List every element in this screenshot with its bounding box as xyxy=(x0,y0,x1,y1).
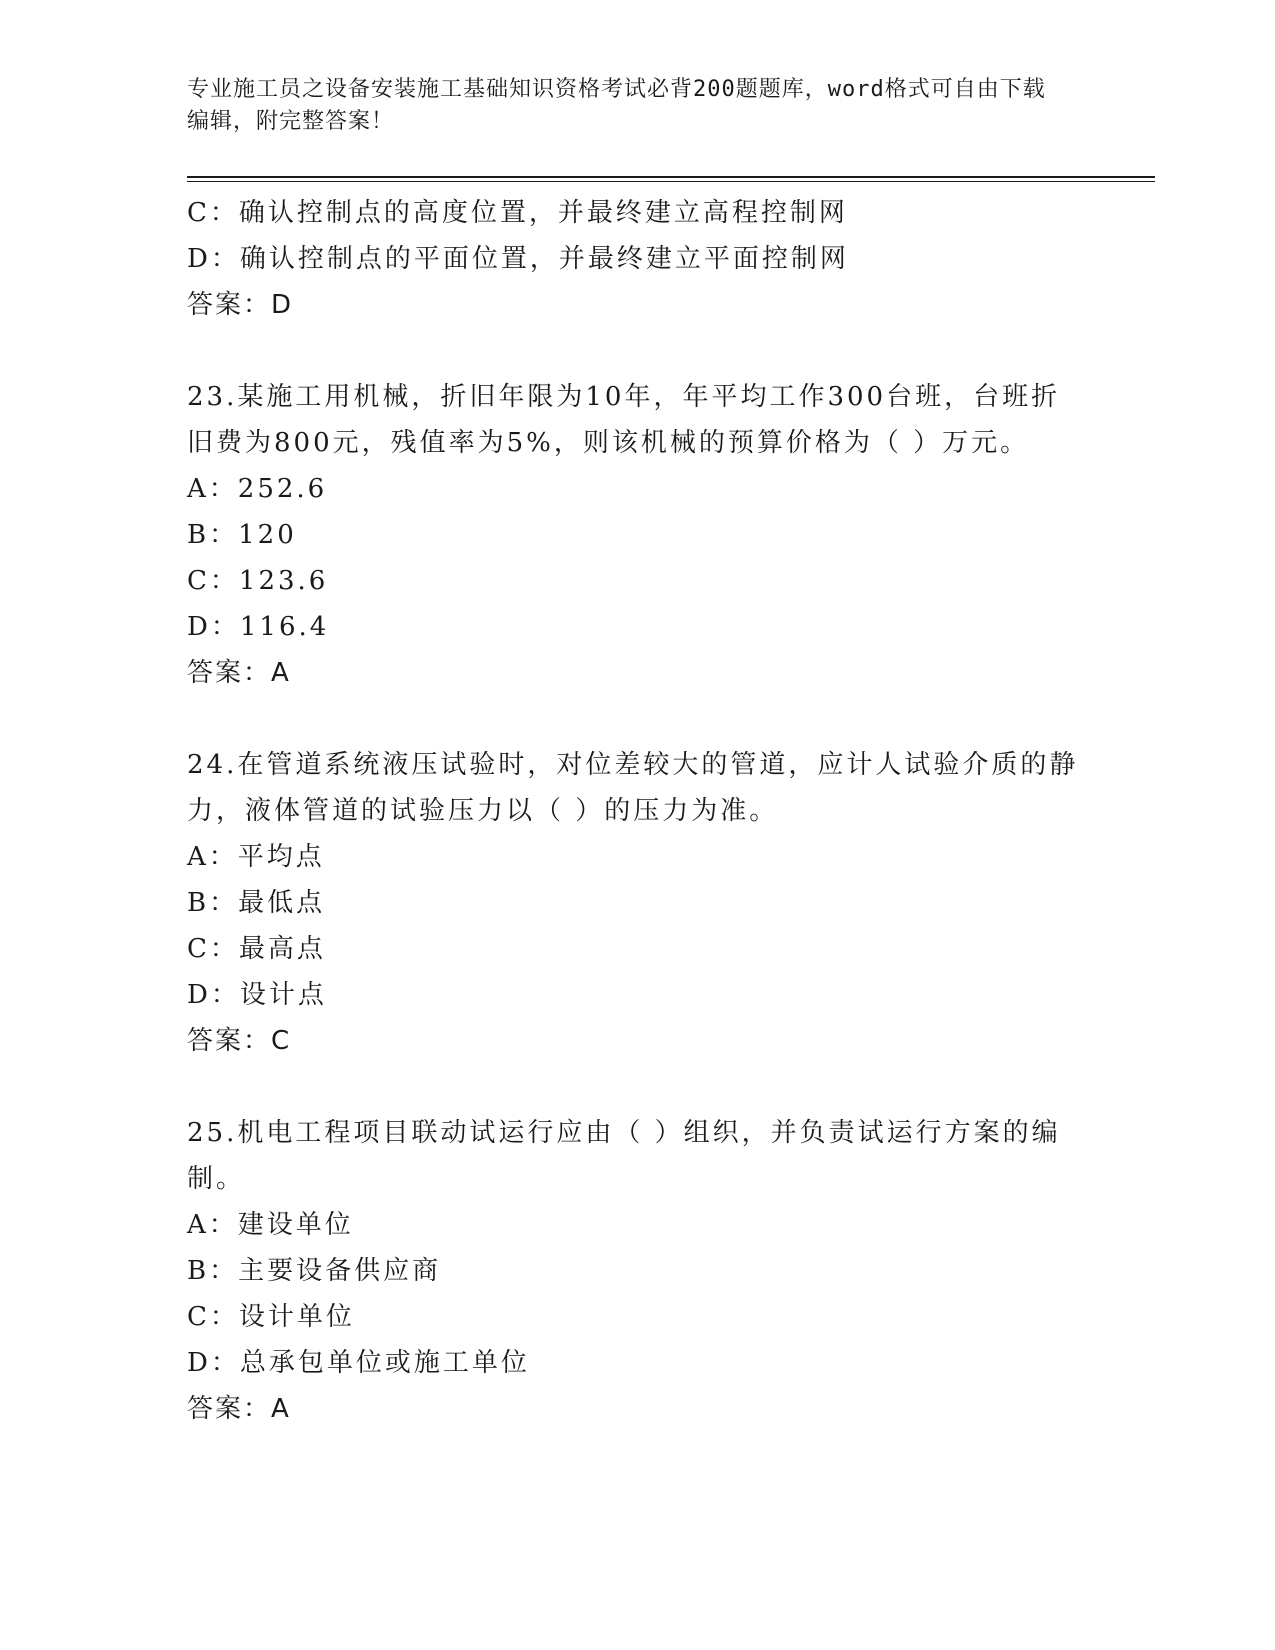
question-stem-continued: 力，液体管道的试验压力以（ ）的压力为准。 xyxy=(187,796,779,826)
spacer xyxy=(187,696,1087,742)
option-d: D：确认控制点的平面位置，并最终建立平面控制网 xyxy=(187,244,849,274)
header-divider-thick xyxy=(187,176,1155,178)
option-a: A：252.6 xyxy=(187,474,328,504)
question-stem: 23.某施工用机械，折旧年限为10年，年平均工作300台班，台班折 xyxy=(187,382,1061,412)
option-d: D：总承包单位或施工单位 xyxy=(187,1348,530,1378)
option-b: B：最低点 xyxy=(187,888,326,918)
question-stem: 25.机电工程项目联动试运行应由（ ）组织，并负责试运行方案的编 xyxy=(187,1118,1061,1148)
spacer xyxy=(187,328,1087,374)
header-divider-thin xyxy=(187,181,1155,182)
question-stem-continued: 旧费为800元，残值率为5%，则该机械的预算价格为（ ）万元。 xyxy=(187,428,1030,458)
option-a: A：建设单位 xyxy=(187,1210,354,1240)
partial-question xyxy=(187,190,1087,328)
option-d: D：116.4 xyxy=(187,612,330,642)
option-b: B：主要设备供应商 xyxy=(187,1256,442,1286)
answer-line: 答案：C xyxy=(187,1026,292,1056)
question-23 xyxy=(187,374,1087,696)
option-b: B：120 xyxy=(187,520,297,550)
answer-line: 答案：D xyxy=(187,290,294,320)
option-a: A：平均点 xyxy=(187,842,325,872)
option-d: D：设计点 xyxy=(187,980,327,1010)
option-c: C：123.6 xyxy=(187,566,329,596)
option-c: C：最高点 xyxy=(187,934,326,964)
question-content xyxy=(187,190,1087,1432)
option-c: C：确认控制点的高度位置，并最终建立高程控制网 xyxy=(187,198,848,228)
option-c: C：设计单位 xyxy=(187,1302,355,1332)
spacer xyxy=(187,1064,1087,1110)
question-stem: 24.在管道系统液压试验时，对位差较大的管道，应计人试验介质的静 xyxy=(187,750,1079,780)
answer-line: 答案：A xyxy=(187,1394,291,1424)
answer-line: 答案：A xyxy=(187,658,291,688)
document-header: 专业施工员之设备安装施工基础知识资格考试必背200题题库，word格式可自由下载编辑，附完整答案！ xyxy=(187,77,1046,134)
question-25 xyxy=(187,1110,1087,1432)
question-24 xyxy=(187,742,1087,1064)
question-stem-continued: 制。 xyxy=(187,1164,246,1194)
